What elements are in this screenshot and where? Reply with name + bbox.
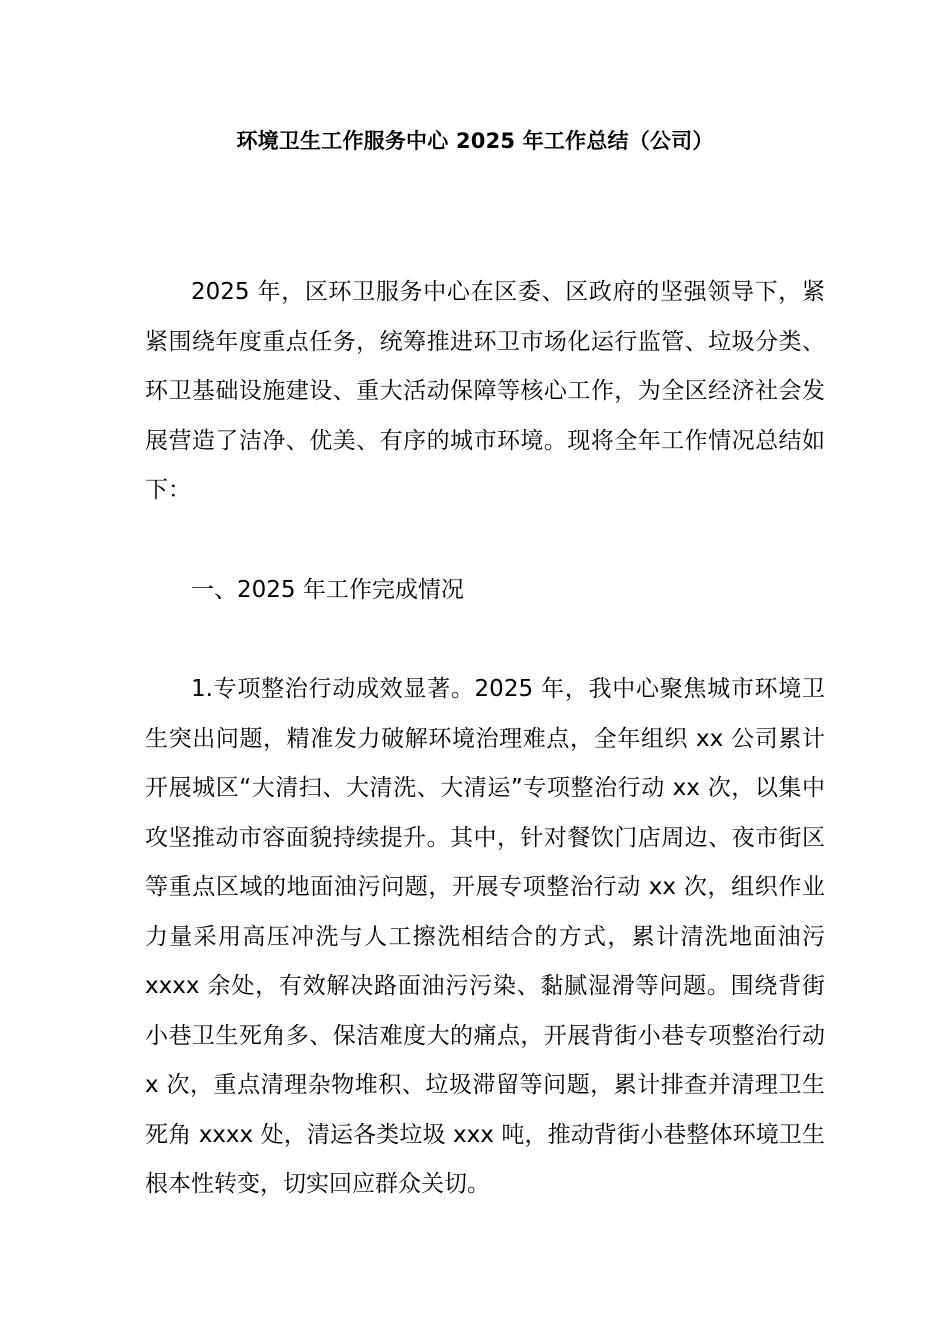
section-one-paragraph-1: 1.专项整治行动成效显著。2025 年，我中心聚焦城市环境卫生突出问题，精准发力破解环境治理难点，全年组织 xx 公司累计开展城区“大清扫、大清洗、大清运”专项整治行动 xx 次，以集中攻坚推动市容面貌持续提升。其中，针对餐饮门店周边、夜市街区等重点区域的地面油污问题，开展专项整治行动 xx 次，组织作业力量采用高压冲洗与人工擦洗相结合的方式，累计清洗地面油污 xxxx 余处，有效解决路面油污污染、黏腻湿滑等问题。围绕背街小巷卫生死角多、保洁难度大的痛点，开展背街小巷专项整治行动 x 次，重点清理杂物堆积、垃圾滞留等问题，累计排查并清理卫生死角 xxxx 处，清运各类垃圾 xxx 吨，推动背街小巷整体环境卫生根本性转变，切实回应群众关切。: [145, 676, 825, 1197]
section-one-heading: 一、2025 年工作完成情况: [191, 577, 464, 603]
intro-paragraph: 2025 年，区环卫服务中心在区委、区政府的坚强领导下，紧紧围绕年度重点任务，统筹推进环卫市场化运行监管、垃圾分类、环卫基础设施建设、重大活动保障等核心工作，为全区经济社会发展营造了洁净、优美、有序的城市环境。现将全年工作情况总结如下：: [145, 279, 825, 503]
document-title: 环境卫生工作服务中心 2025 年工作总结（公司）: [236, 129, 714, 153]
